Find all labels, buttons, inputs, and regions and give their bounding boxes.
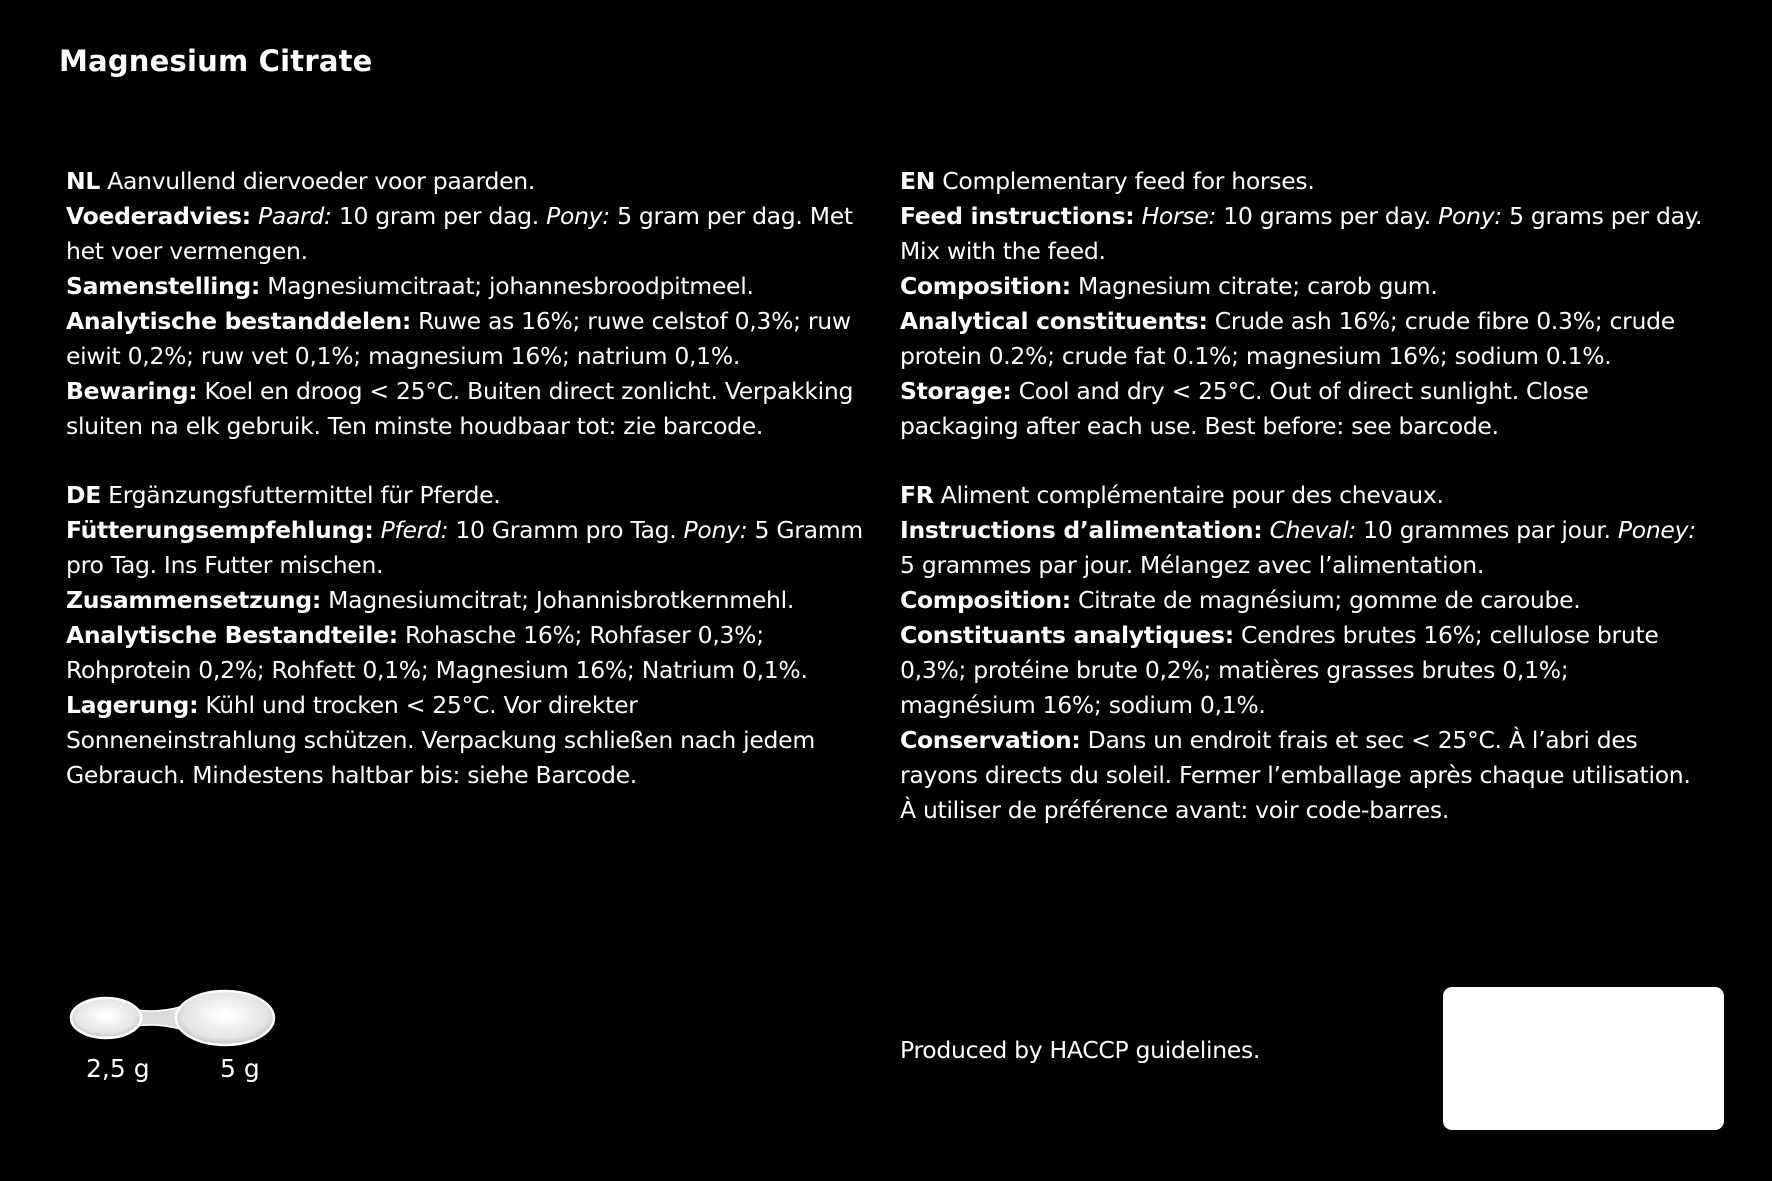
language-code: NL [66,167,101,195]
feed-text-1: 10 grams per day. [1223,202,1431,230]
haccp-statement: Produced by HACCP guidelines. [900,1036,1261,1064]
intro-line [66,164,871,199]
composition-label: Samenstelling: [66,272,261,300]
feed-text-2: 5 grammes par jour. Mélangez avec l’alimentation. [900,551,1485,579]
feed-animal-2: Poney: [1617,516,1696,544]
intro-text: Ergänzungsfuttermittel für Pferde. [108,481,501,509]
storage-text: Koel en droog < 25°C. Buiten direct zonlicht. Verpakking sluiten na elk gebruik. Ten minste houdbaar tot: zie barcode. [66,377,854,440]
composition-label: Composition: [900,272,1071,300]
feed-label: Instructions d’alimentation: [900,516,1263,544]
intro-line [66,478,871,513]
storage-line [66,688,871,793]
composition-text: Magnesiumcitrat; Johannisbrotkernmehl. [328,586,795,614]
composition-line [900,269,1708,304]
small-scoop-bowl [71,998,141,1038]
feed-label: Voederadvies: [66,202,251,230]
composition-line [900,583,1708,618]
measuring-scoop-icon [68,988,278,1048]
feed-text-2: 5 Gramm pro Tag. Ins Futter mischen. [66,516,863,579]
composition-text: Magnesium citrate; carob gum. [1078,272,1438,300]
feed-label: Feed instructions: [900,202,1135,230]
large-scoop-label: 5 g [220,1054,260,1083]
analytical-label: Constituants analytiques: [900,621,1234,649]
feed-label: Fütterungsempfehlung: [66,516,374,544]
feed-animal-1: Paard: [257,202,332,230]
section-nl [66,164,871,444]
analytical-label: Analytische Bestandteile: [66,621,398,649]
storage-line [900,374,1708,444]
analytical-label: Analytische bestanddelen: [66,307,411,335]
feed-animal-1: Cheval: [1269,516,1356,544]
feed-text-1: 10 gram per dag. [338,202,539,230]
feed-animal-1: Horse: [1141,202,1217,230]
feed-animal-1: Pferd: [380,516,449,544]
storage-label: Bewaring: [66,377,198,405]
feed-animal-2: Pony: [1438,202,1502,230]
feed-text-2: 5 grams per day. Mix with the feed. [900,202,1703,265]
section-fr [900,478,1708,828]
storage-label: Conservation: [900,726,1081,754]
feed-text-2: 5 gram per dag. Met het voer vermengen. [66,202,853,265]
intro-text: Aliment complémentaire pour des chevaux. [940,481,1444,509]
feed-line [66,199,871,269]
analytical-text: Crude ash 16%; crude fibre 0.3%; crude protein 0.2%; crude fat 0.1%; magnesium 16%; sodium 0.1%. [900,307,1675,370]
storage-text: Kühl und trocken < 25°C. Vor direkter Sonneneinstrahlung schützen. Verpackung schließen nach jedem Gebrauch. Mindestens haltbar bis: siehe Barcode. [66,691,815,789]
feed-line [900,513,1708,583]
barcode-placeholder [1443,987,1724,1130]
scoop-handle [136,1007,180,1029]
analytical-text: Ruwe as 16%; ruwe celstof 0,3%; ruw eiwit 0,2%; ruw vet 0,1%; magnesium 16%; natrium 0,1%. [66,307,851,370]
intro-text: Complementary feed for horses. [942,167,1315,195]
column-right [900,164,1708,862]
feed-text-1: 10 grammes par jour. [1363,516,1611,544]
analytical-line [900,618,1708,723]
storage-line [900,723,1708,828]
product-title: Magnesium Citrate [59,44,373,78]
analytical-line [66,618,871,688]
intro-line [900,164,1708,199]
column-left [66,164,871,827]
feed-animal-2: Pony: [683,516,748,544]
composition-label: Zusammensetzung: [66,586,321,614]
composition-label: Composition: [900,586,1071,614]
composition-line [66,269,871,304]
storage-line [66,374,871,444]
analytical-text: Cendres brutes 16%; cellulose brute 0,3%; protéine brute 0,2%; matières grasses brutes 0,1%; magnésium 16%; sodium 0,1%. [900,621,1659,719]
feed-animal-2: Pony: [546,202,610,230]
analytical-text: Rohasche 16%; Rohfaser 0,3%; Rohprotein 0,2%; Rohfett 0,1%; Magnesium 16%; Natrium 0,1%. [66,621,808,684]
composition-line [66,583,871,618]
analytical-label: Analytical constituents: [900,307,1208,335]
language-code: EN [900,167,936,195]
language-code: FR [900,481,934,509]
feed-line [66,513,871,583]
analytical-line [900,304,1708,374]
language-code: DE [66,481,101,509]
storage-label: Lagerung: [66,691,199,719]
section-de [66,478,871,793]
intro-text: Aanvullend diervoeder voor paarden. [107,167,536,195]
composition-text: Magnesiumcitraat; johannesbroodpitmeel. [267,272,754,300]
feed-line [900,199,1708,269]
storage-text: Dans un endroit frais et sec < 25°C. À l’abri des rayons directs du soleil. Fermer l’emballage après chaque utilisation. À utiliser de préférence avant: voir code-barres. [900,726,1691,824]
feed-text-1: 10 Gramm pro Tag. [455,516,677,544]
section-en [900,164,1708,444]
small-scoop-label: 2,5 g [86,1054,150,1083]
storage-text: Cool and dry < 25°C. Out of direct sunlight. Close packaging after each use. Best before: see barcode. [900,377,1589,440]
composition-text: Citrate de magnésium; gomme de caroube. [1078,586,1581,614]
storage-label: Storage: [900,377,1012,405]
large-scoop-bowl [176,991,274,1045]
analytical-line [66,304,871,374]
intro-line [900,478,1708,513]
